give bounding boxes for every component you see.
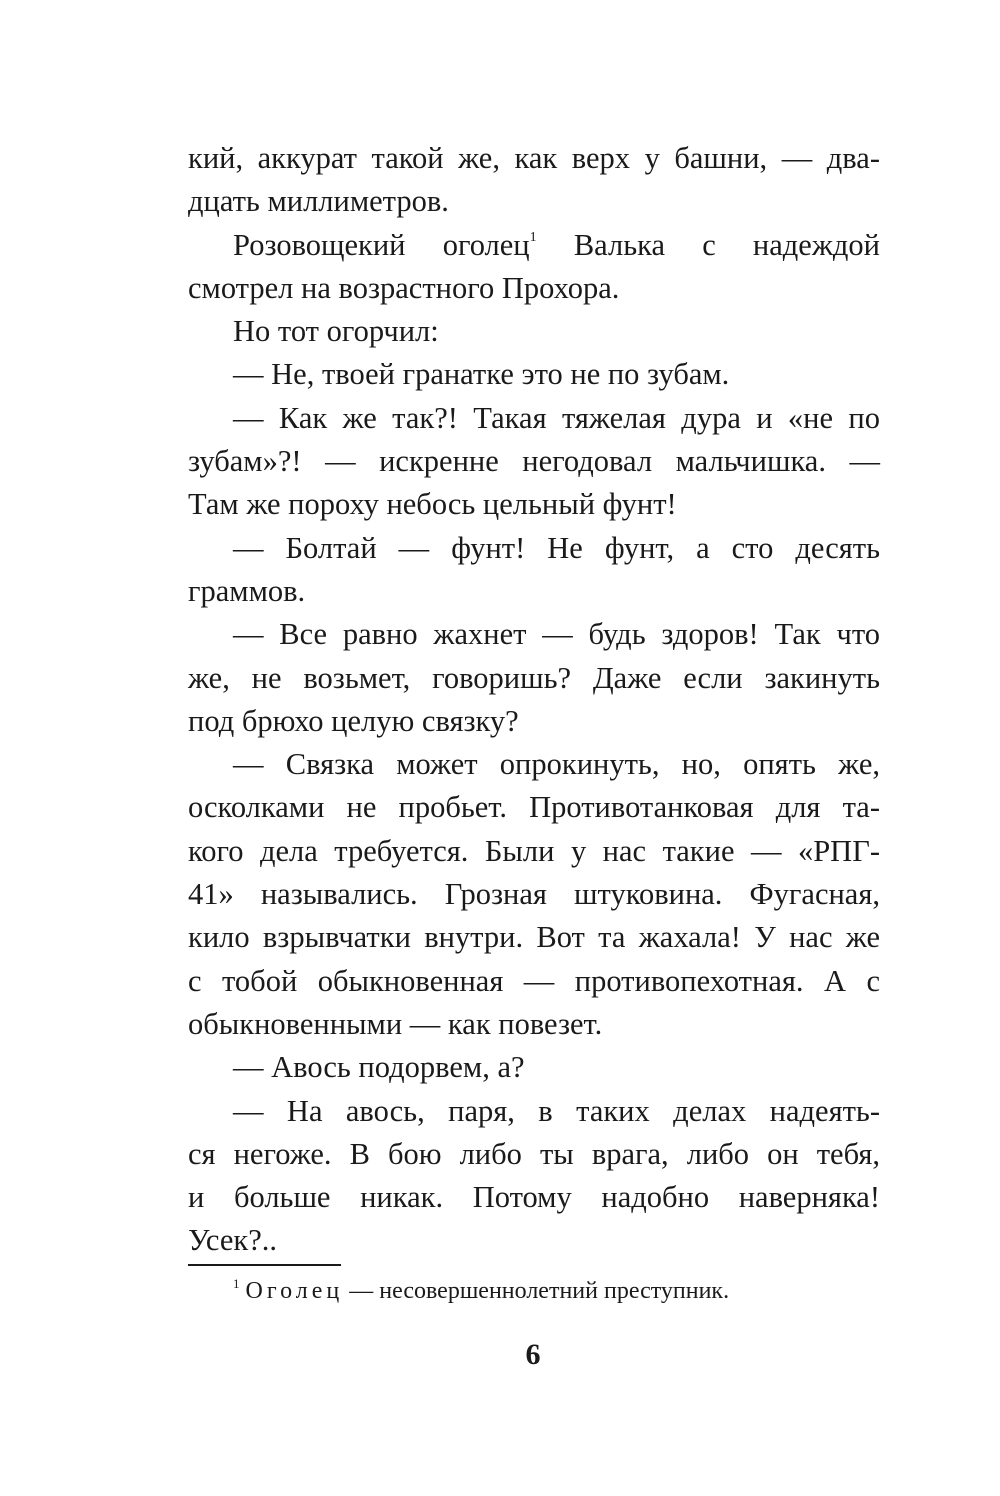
text-line: — Болтай — фунт! Не фунт, а сто десять xyxy=(233,530,880,565)
text-line: Но тот огорчил: xyxy=(233,314,439,349)
text-line: зубам»?! — искренне негодовал мальчишка. — xyxy=(188,444,880,479)
text-line: — Все равно жахнет — будь здоров! Так что xyxy=(233,617,880,652)
text-line: с тобой обыкновенная — противопехотная. А с xyxy=(188,963,880,998)
text-line: — Не, твоей гранатке это не по зубам. xyxy=(233,357,730,392)
text-line: Там же пороху небось цельный фунт! xyxy=(188,487,677,522)
text-line: ся негоже. В бою либо ты врага, либо он тебя, xyxy=(188,1136,880,1171)
page-body xyxy=(188,137,880,1263)
text-line: — Как же так?! Такая тяжелая дура и «не по xyxy=(233,400,880,435)
footnote xyxy=(233,1274,729,1308)
text-line: кий, аккурат такой же, как верх у башни, — два- xyxy=(188,141,880,175)
footnote-marker: 1 xyxy=(233,1276,240,1291)
text-fragment: Валька с надеждой xyxy=(573,227,880,262)
text-line: Усек?.. xyxy=(188,1223,277,1258)
text-line xyxy=(188,224,880,267)
page-number: 6 xyxy=(525,1338,541,1371)
text-line: же, не возьмет, говоришь? Даже если закинуть xyxy=(188,660,880,695)
text-line: 41» назывались. Грозная штуковина. Фугасная, xyxy=(188,877,880,912)
text-fragment: Розовощекий оголец xyxy=(233,227,530,262)
text-line: — Связка может опрокинуть, но, опять же, xyxy=(233,747,880,782)
text-line: кого дела требуется. Были у нас такие — «РПГ- xyxy=(188,833,880,868)
text-line: кило взрывчатки внутри. Вот та жахала! У нас же xyxy=(188,920,880,955)
text-line: обыкновенными — как повезет. xyxy=(188,1006,603,1041)
text-line: и больше никак. Потому надобно наверняка! xyxy=(188,1180,880,1215)
text-line: под брюхо целую связку? xyxy=(188,703,519,738)
footnote-reference: 1 xyxy=(529,229,537,245)
text-line: смотрел на возрастного Прохора. xyxy=(188,270,620,305)
text-line: — На авось, паря, в таких делах надеять- xyxy=(233,1093,880,1128)
footnote-divider xyxy=(188,1264,341,1266)
text-line: осколками не пробьет. Противотанковая для та- xyxy=(188,790,880,825)
footnote-term: Оголец xyxy=(245,1278,344,1304)
text-line: дцать миллиметров. xyxy=(188,184,449,219)
text-line: — Авось подорвем, а? xyxy=(233,1050,525,1085)
text-line: граммов. xyxy=(188,573,306,608)
footnote-definition: — несовершеннолетний преступник. xyxy=(343,1278,730,1304)
